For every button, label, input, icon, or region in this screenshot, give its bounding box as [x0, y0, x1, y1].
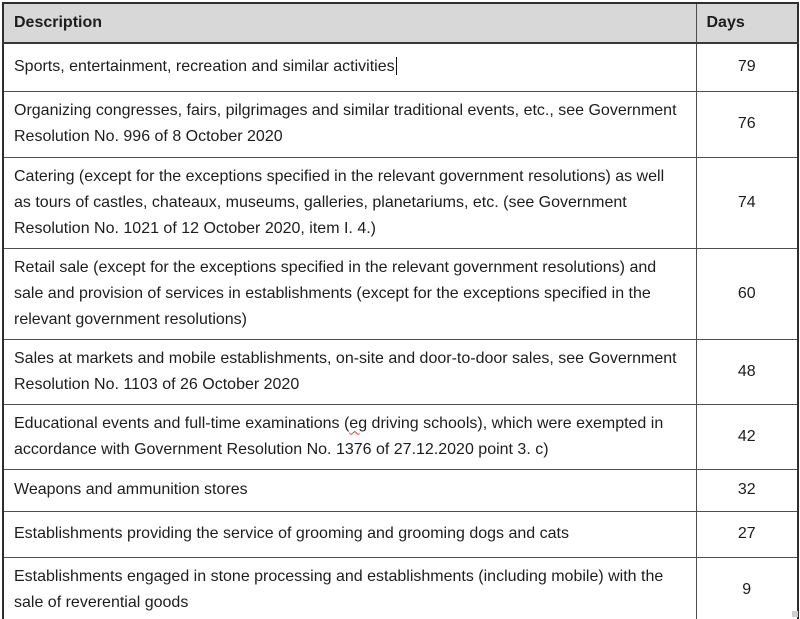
- table-row: [3, 339, 798, 404]
- table-row: [3, 404, 798, 469]
- misspelled-word: eg: [349, 414, 368, 432]
- days-cell[interactable]: 79: [696, 43, 798, 91]
- text-cursor: [396, 57, 397, 75]
- days-cell[interactable]: 32: [696, 469, 798, 511]
- table-row: [3, 469, 798, 511]
- table-row: [3, 511, 798, 557]
- description-cell[interactable]: Sports, entertainment, recreation and similar activities: [3, 43, 696, 91]
- days-cell[interactable]: 42: [696, 404, 798, 469]
- description-cell[interactable]: Retail sale (except for the exceptions specified in the relevant government resolutions) and sale and provision of services in establishments (except for the exceptions specified in the relevant government resolutions): [3, 248, 696, 339]
- table-row: [3, 248, 798, 339]
- description-cell[interactable]: Sales at markets and mobile establishments, on-site and door-to-door sales, see Government Resolution No. 1103 of 26 October 2020: [3, 339, 696, 404]
- table-header-row: [3, 3, 798, 43]
- table-row: [3, 43, 798, 91]
- column-header-days[interactable]: Days: [696, 3, 798, 43]
- column-header-description[interactable]: Description: [3, 3, 696, 43]
- description-cell[interactable]: Educational events and full-time examinations (eg driving schools), which were exempted in accordance with Government Resolution No. 1376 of 27.12.2020 point 3. c): [3, 404, 696, 469]
- description-cell[interactable]: Establishments providing the service of grooming and grooming dogs and cats: [3, 511, 696, 557]
- days-cell[interactable]: 60: [696, 248, 798, 339]
- table-row: [3, 91, 798, 157]
- table-row: [3, 557, 798, 619]
- description-cell[interactable]: Catering (except for the exceptions specified in the relevant government resolutions) as well as tours of castles, chateaux, museums, galleries, planetariums, etc. (see Government Resolution No. 1021 of 12 October 2020, item I. 4.): [3, 157, 696, 248]
- description-cell[interactable]: Organizing congresses, fairs, pilgrimages and similar traditional events, etc., see Government Resolution No. 996 of 8 October 2020: [3, 91, 696, 157]
- table-body: [3, 43, 798, 619]
- description-cell[interactable]: Weapons and ammunition stores: [3, 469, 696, 511]
- days-cell[interactable]: 74: [696, 157, 798, 248]
- description-cell[interactable]: Establishments engaged in stone processing and establishments (including mobile) with the sale of reverential goods: [3, 557, 696, 619]
- table-resize-handle[interactable]: [792, 611, 798, 617]
- table-row: [3, 157, 798, 248]
- data-table: [2, 2, 799, 619]
- days-cell[interactable]: 48: [696, 339, 798, 404]
- days-cell[interactable]: 76: [696, 91, 798, 157]
- days-cell[interactable]: 27: [696, 511, 798, 557]
- days-cell[interactable]: 9: [696, 557, 798, 619]
